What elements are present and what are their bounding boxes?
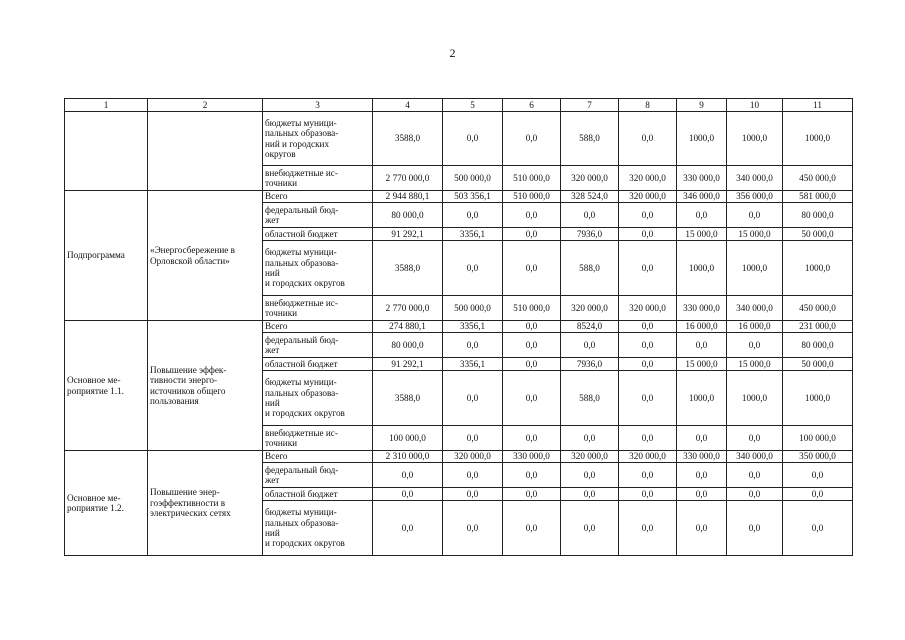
funding-source-cell: бюджеты муници- пальных образова- ний и городских округов xyxy=(263,241,373,296)
amount-cell: 7936,0 xyxy=(561,228,619,241)
amount-cell: 0,0 xyxy=(561,463,619,488)
amount-cell: 2 770 000,0 xyxy=(373,296,443,321)
amount-cell: 0,0 xyxy=(677,426,727,451)
amount-cell: 1000,0 xyxy=(677,241,727,296)
amount-cell: 1000,0 xyxy=(727,371,783,426)
amount-cell: 340 000,0 xyxy=(727,451,783,463)
amount-cell: 3588,0 xyxy=(373,112,443,166)
amount-cell: 1000,0 xyxy=(783,241,853,296)
amount-cell: 510 000,0 xyxy=(503,191,561,203)
amount-cell: 0,0 xyxy=(503,358,561,371)
funding-source-cell: внебюджетные ис- точники xyxy=(263,296,373,321)
amount-cell: 0,0 xyxy=(561,488,619,501)
funding-source-cell: Всего xyxy=(263,191,373,203)
amount-cell: 0,0 xyxy=(677,463,727,488)
amount-cell: 80 000,0 xyxy=(373,203,443,228)
header-cell: 7 xyxy=(561,99,619,112)
amount-cell: 328 524,0 xyxy=(561,191,619,203)
amount-cell: 0,0 xyxy=(561,501,619,556)
amount-cell: 320 000,0 xyxy=(619,191,677,203)
amount-cell: 346 000,0 xyxy=(677,191,727,203)
header-cell: 6 xyxy=(503,99,561,112)
funding-source-cell: внебюджетные ис- точники xyxy=(263,166,373,191)
amount-cell: 0,0 xyxy=(373,501,443,556)
amount-cell: 15 000,0 xyxy=(727,228,783,241)
amount-cell: 3356,1 xyxy=(443,321,503,333)
header-cell: 10 xyxy=(727,99,783,112)
amount-cell: 581 000,0 xyxy=(783,191,853,203)
amount-cell: 0,0 xyxy=(727,501,783,556)
amount-cell: 0,0 xyxy=(503,488,561,501)
amount-cell: 80 000,0 xyxy=(783,203,853,228)
amount-cell: 588,0 xyxy=(561,371,619,426)
activity-code-cell: Подпрограмма xyxy=(65,191,148,321)
amount-cell: 0,0 xyxy=(783,488,853,501)
amount-cell: 0,0 xyxy=(443,501,503,556)
amount-cell: 0,0 xyxy=(783,463,853,488)
amount-cell: 0,0 xyxy=(727,463,783,488)
amount-cell: 0,0 xyxy=(373,488,443,501)
amount-cell: 0,0 xyxy=(443,112,503,166)
funding-source-cell: внебюджетные ис- точники xyxy=(263,426,373,451)
funding-source-cell: областной бюджет xyxy=(263,228,373,241)
amount-cell: 0,0 xyxy=(619,112,677,166)
activity-code-cell: Основное ме- роприятие 1.1. xyxy=(65,321,148,451)
header-cell: 1 xyxy=(65,99,148,112)
header-cell: 8 xyxy=(619,99,677,112)
amount-cell: 0,0 xyxy=(727,203,783,228)
amount-cell: 1000,0 xyxy=(727,241,783,296)
amount-cell: 1000,0 xyxy=(783,371,853,426)
amount-cell: 350 000,0 xyxy=(783,451,853,463)
funding-source-cell: бюджеты муници- пальных образова- ний и городских округов xyxy=(263,112,373,166)
funding-source-cell: Всего xyxy=(263,321,373,333)
amount-cell: 1000,0 xyxy=(677,371,727,426)
amount-cell: 0,0 xyxy=(443,203,503,228)
amount-cell: 0,0 xyxy=(619,463,677,488)
amount-cell: 3588,0 xyxy=(373,371,443,426)
amount-cell: 340 000,0 xyxy=(727,166,783,191)
amount-cell: 330 000,0 xyxy=(677,166,727,191)
amount-cell: 450 000,0 xyxy=(783,166,853,191)
amount-cell: 7936,0 xyxy=(561,358,619,371)
funding-source-cell: областной бюджет xyxy=(263,358,373,371)
amount-cell: 0,0 xyxy=(619,321,677,333)
activity-name-cell xyxy=(148,112,263,191)
amount-cell: 2 310 000,0 xyxy=(373,451,443,463)
amount-cell: 320 000,0 xyxy=(443,451,503,463)
header-cell: 11 xyxy=(783,99,853,112)
amount-cell: 0,0 xyxy=(677,333,727,358)
amount-cell: 356 000,0 xyxy=(727,191,783,203)
amount-cell: 0,0 xyxy=(443,426,503,451)
amount-cell: 0,0 xyxy=(443,371,503,426)
table-row xyxy=(65,451,853,463)
activity-name-cell: Повышение энер- гоэффективности в электрических сетях xyxy=(148,451,263,556)
header-cell: 5 xyxy=(443,99,503,112)
amount-cell: 0,0 xyxy=(677,203,727,228)
amount-cell: 2 944 880,1 xyxy=(373,191,443,203)
activity-code-cell xyxy=(65,112,148,191)
funding-source-cell: федеральный бюд- жет xyxy=(263,463,373,488)
header-row xyxy=(65,99,853,112)
header-cell: 3 xyxy=(263,99,373,112)
amount-cell: 0,0 xyxy=(503,426,561,451)
amount-cell: 510 000,0 xyxy=(503,166,561,191)
amount-cell: 500 000,0 xyxy=(443,296,503,321)
amount-cell: 100 000,0 xyxy=(783,426,853,451)
amount-cell: 15 000,0 xyxy=(677,358,727,371)
amount-cell: 0,0 xyxy=(619,371,677,426)
amount-cell: 500 000,0 xyxy=(443,166,503,191)
amount-cell: 330 000,0 xyxy=(677,296,727,321)
amount-cell: 0,0 xyxy=(561,333,619,358)
amount-cell: 50 000,0 xyxy=(783,228,853,241)
amount-cell: 91 292,1 xyxy=(373,358,443,371)
amount-cell: 320 000,0 xyxy=(619,451,677,463)
activity-name-cell: Повышение эффек- тивности энерго- источников общего пользования xyxy=(148,321,263,451)
amount-cell: 320 000,0 xyxy=(561,451,619,463)
activity-code-cell: Основное ме- роприятие 1.2. xyxy=(65,451,148,556)
amount-cell: 0,0 xyxy=(503,501,561,556)
amount-cell: 0,0 xyxy=(619,501,677,556)
amount-cell: 0,0 xyxy=(503,371,561,426)
amount-cell: 0,0 xyxy=(503,241,561,296)
amount-cell: 503 356,1 xyxy=(443,191,503,203)
amount-cell: 0,0 xyxy=(619,358,677,371)
amount-cell: 0,0 xyxy=(619,426,677,451)
amount-cell: 320 000,0 xyxy=(619,166,677,191)
amount-cell: 588,0 xyxy=(561,112,619,166)
budget-table xyxy=(64,98,853,556)
amount-cell: 340 000,0 xyxy=(727,296,783,321)
funding-source-cell: федеральный бюд- жет xyxy=(263,203,373,228)
amount-cell: 16 000,0 xyxy=(727,321,783,333)
amount-cell: 16 000,0 xyxy=(677,321,727,333)
amount-cell: 320 000,0 xyxy=(561,296,619,321)
funding-source-cell: бюджеты муници- пальных образова- ний и городских округов xyxy=(263,371,373,426)
page-number: 2 xyxy=(449,46,456,60)
amount-cell: 0,0 xyxy=(443,333,503,358)
amount-cell: 0,0 xyxy=(503,228,561,241)
amount-cell: 0,0 xyxy=(503,321,561,333)
amount-cell: 231 000,0 xyxy=(783,321,853,333)
amount-cell: 1000,0 xyxy=(677,112,727,166)
amount-cell: 3356,1 xyxy=(443,358,503,371)
amount-cell: 15 000,0 xyxy=(677,228,727,241)
header-cell: 2 xyxy=(148,99,263,112)
amount-cell: 0,0 xyxy=(443,241,503,296)
table-row xyxy=(65,112,853,166)
amount-cell: 320 000,0 xyxy=(619,296,677,321)
amount-cell: 91 292,1 xyxy=(373,228,443,241)
amount-cell: 0,0 xyxy=(619,203,677,228)
amount-cell: 0,0 xyxy=(503,463,561,488)
amount-cell: 274 880,1 xyxy=(373,321,443,333)
table-body xyxy=(65,112,853,556)
amount-cell: 0,0 xyxy=(783,501,853,556)
funding-source-cell: бюджеты муници- пальных образова- ний и городских округов xyxy=(263,501,373,556)
header-cell: 9 xyxy=(677,99,727,112)
activity-name-cell: «Энергосбережение в Орловской области» xyxy=(148,191,263,321)
amount-cell: 0,0 xyxy=(443,463,503,488)
amount-cell: 0,0 xyxy=(373,463,443,488)
amount-cell: 50 000,0 xyxy=(783,358,853,371)
amount-cell: 330 000,0 xyxy=(677,451,727,463)
amount-cell: 330 000,0 xyxy=(503,451,561,463)
amount-cell: 0,0 xyxy=(503,203,561,228)
header-cell: 4 xyxy=(373,99,443,112)
amount-cell: 510 000,0 xyxy=(503,296,561,321)
amount-cell: 15 000,0 xyxy=(727,358,783,371)
amount-cell: 80 000,0 xyxy=(373,333,443,358)
amount-cell: 0,0 xyxy=(727,333,783,358)
amount-cell: 450 000,0 xyxy=(783,296,853,321)
amount-cell: 3588,0 xyxy=(373,241,443,296)
amount-cell: 0,0 xyxy=(727,488,783,501)
amount-cell: 8524,0 xyxy=(561,321,619,333)
table-row xyxy=(65,191,853,203)
amount-cell: 0,0 xyxy=(727,426,783,451)
amount-cell: 0,0 xyxy=(561,203,619,228)
funding-source-cell: федеральный бюд- жет xyxy=(263,333,373,358)
amount-cell: 0,0 xyxy=(619,241,677,296)
amount-cell: 0,0 xyxy=(619,488,677,501)
amount-cell: 0,0 xyxy=(677,488,727,501)
amount-cell: 0,0 xyxy=(619,333,677,358)
amount-cell: 1000,0 xyxy=(727,112,783,166)
funding-source-cell: Всего xyxy=(263,451,373,463)
amount-cell: 0,0 xyxy=(619,228,677,241)
amount-cell: 0,0 xyxy=(561,426,619,451)
amount-cell: 1000,0 xyxy=(783,112,853,166)
amount-cell: 0,0 xyxy=(503,112,561,166)
amount-cell: 0,0 xyxy=(677,501,727,556)
amount-cell: 3356,1 xyxy=(443,228,503,241)
amount-cell: 0,0 xyxy=(503,333,561,358)
amount-cell: 320 000,0 xyxy=(561,166,619,191)
amount-cell: 0,0 xyxy=(443,488,503,501)
table-row xyxy=(65,321,853,333)
amount-cell: 2 770 000,0 xyxy=(373,166,443,191)
amount-cell: 100 000,0 xyxy=(373,426,443,451)
amount-cell: 588,0 xyxy=(561,241,619,296)
amount-cell: 80 000,0 xyxy=(783,333,853,358)
funding-source-cell: областной бюджет xyxy=(263,488,373,501)
